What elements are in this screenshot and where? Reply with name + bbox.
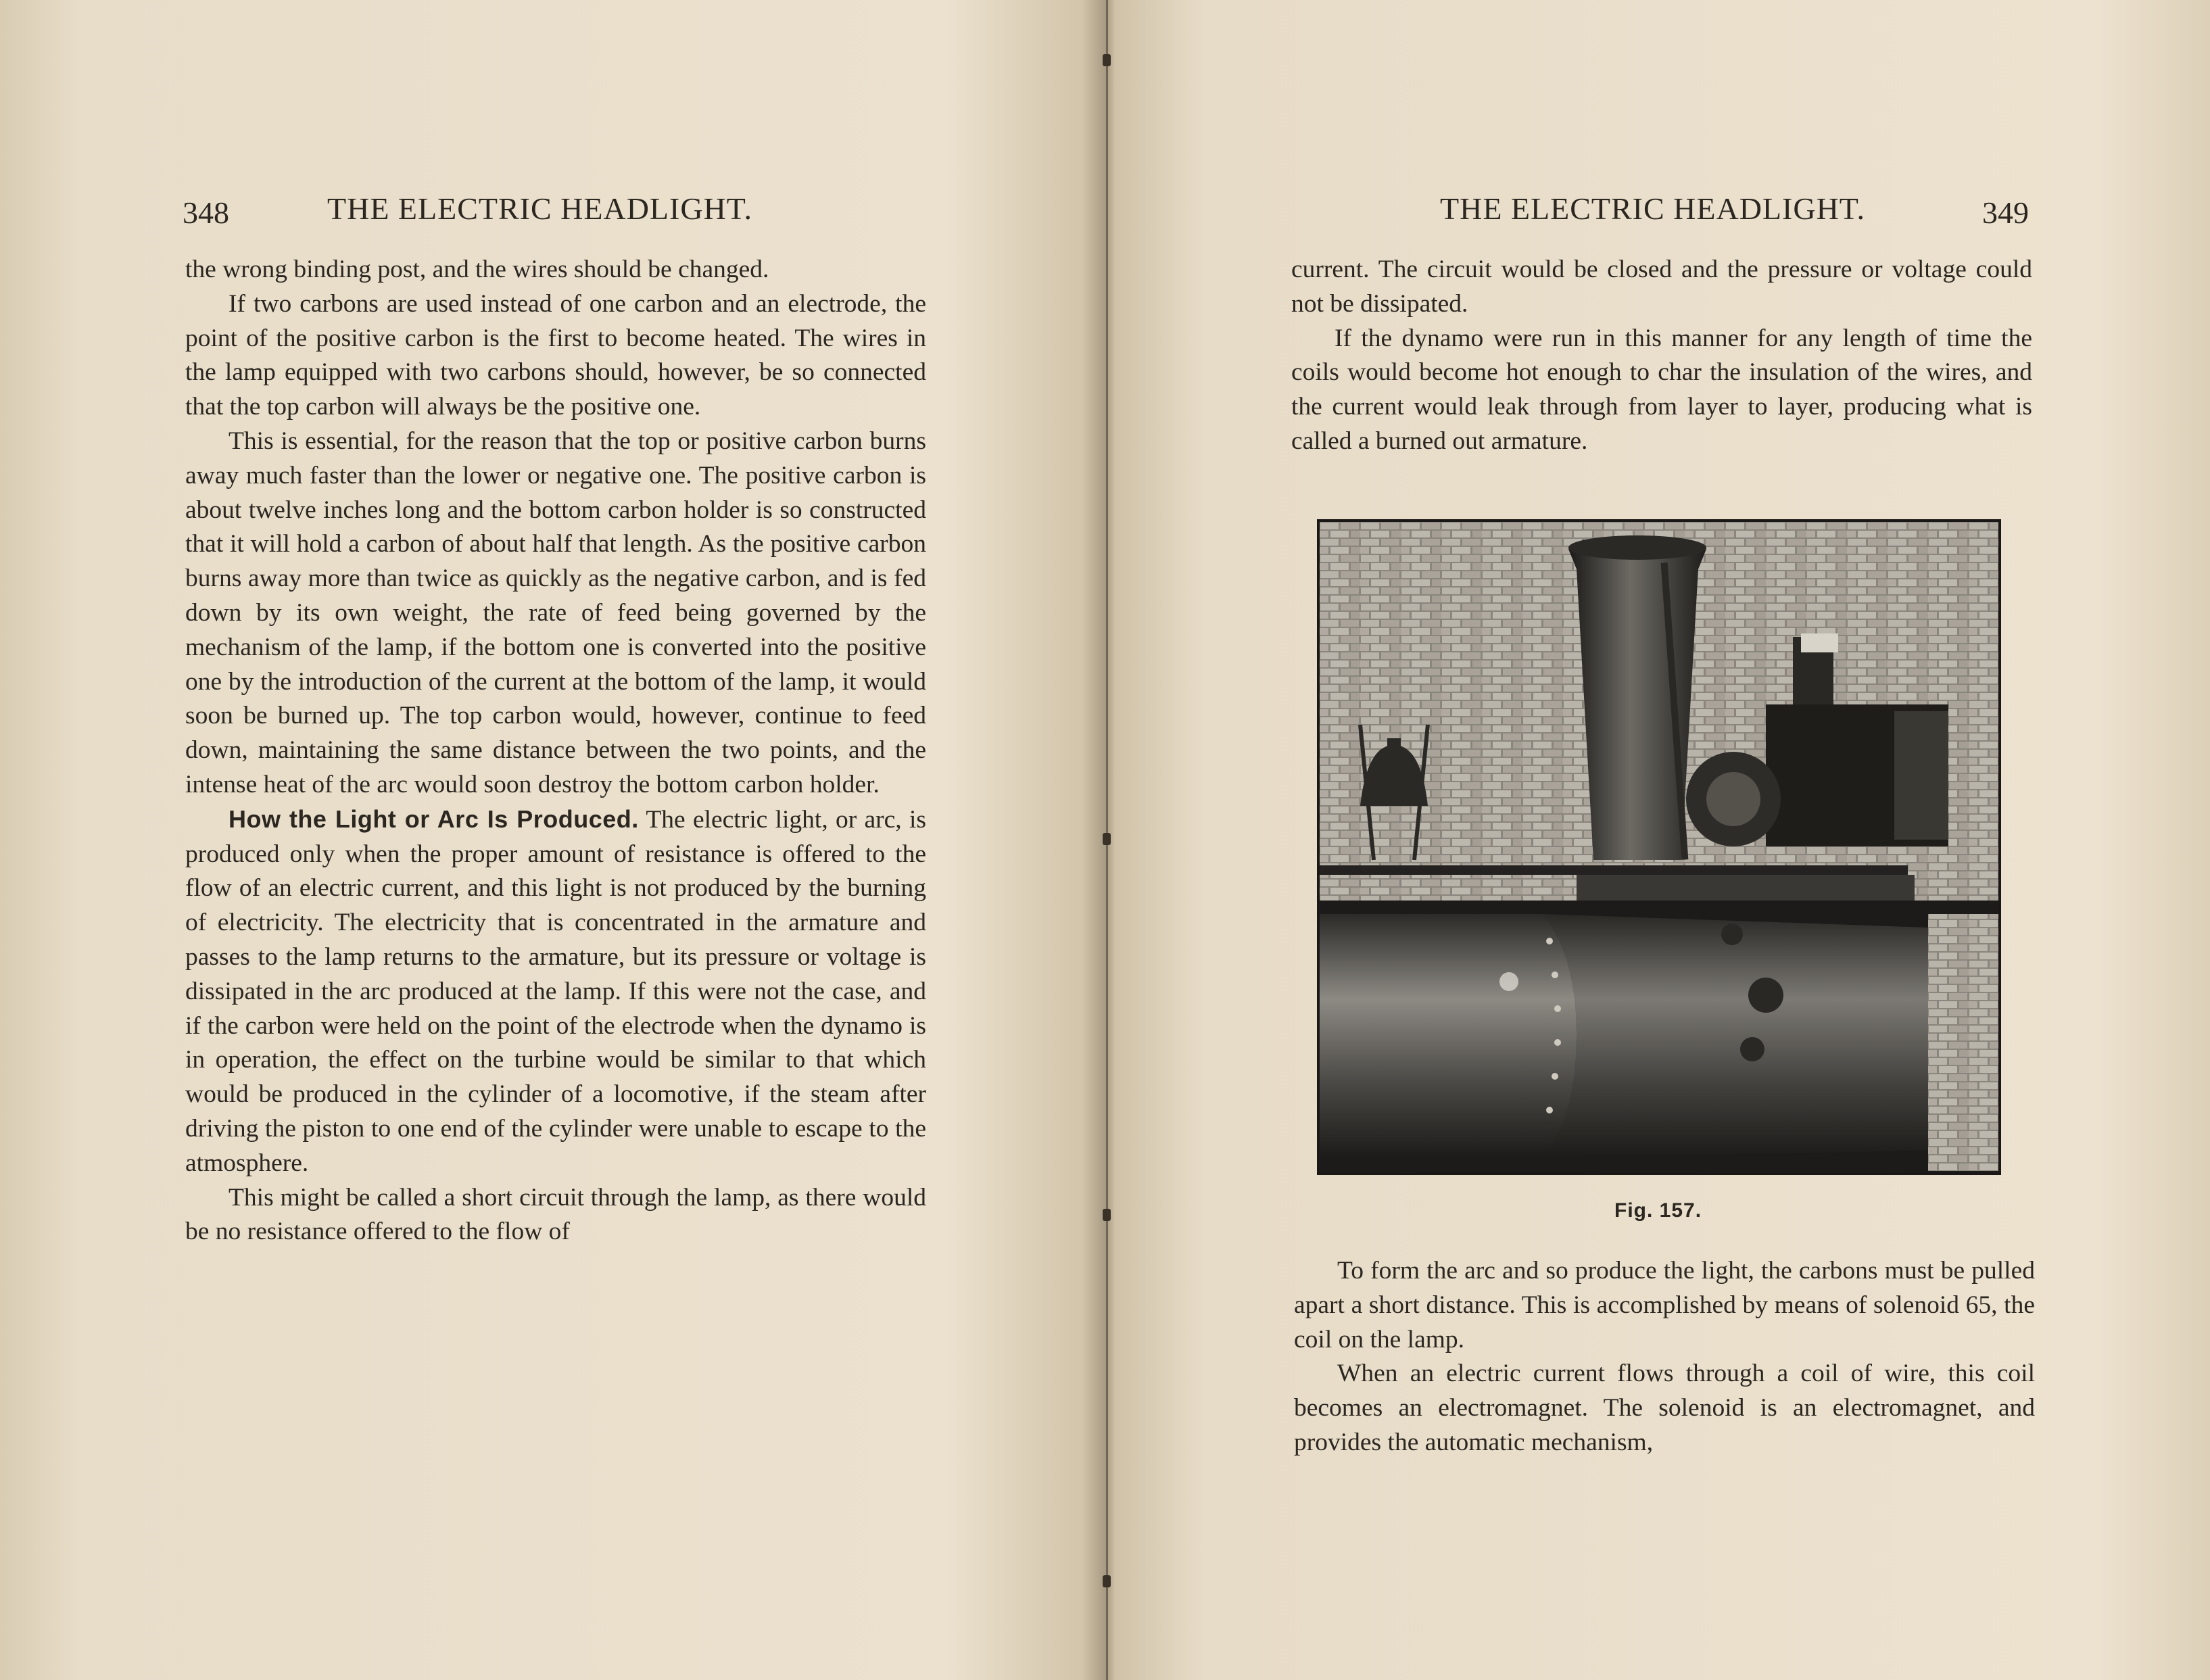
page-number: 349 xyxy=(1982,195,2029,230)
paragraph: If the dynamo were run in this manner for any length of time the coils would become hot enough to char the insulation of the wires, and the current would leak through from layer to layer, producing what is called a burned out armature. xyxy=(1291,324,2032,455)
paragraph: This is essential, for the reason that the top or positive carbon burns away much faster than the lower or negative one. The positive carbon is about twelve inches long and the bottom carbon holder is so constructed that it will hold a carbon of about half that length. As the positive carbon burns away more than twice as quickly as the negative carbon, and is fed down by its own weight, the rate of feed being governed by the mechanism of the lamp, if the bottom one is converted into the positive one by the introduction of the current at the bottom of the lamp, it would soon be burned up. The top carbon would, however, continue to feed down, maintaining the same distance between the two points, and the intense heat of the arc would soon destroy the bottom carbon holder. xyxy=(185,427,926,798)
right-page-body-bottom xyxy=(1294,1254,2035,1460)
right-page-body-top xyxy=(1291,253,2032,459)
paragraph: When an electric current flows through a coil of wire, this coil becomes an electromagnet. The solenoid is an electromagnet, and provides the automatic mechanism, xyxy=(1294,1360,2035,1456)
figure-photo-headlight xyxy=(1317,519,2001,1175)
page-number: 348 xyxy=(183,195,229,230)
left-page-body xyxy=(185,253,926,1249)
paragraph: current. The circuit would be closed and the pressure or voltage could not be dissipated. xyxy=(1291,256,2032,318)
paragraph: To form the arc and so produce the light, the carbons must be pulled apart a short distance. This is accomplished by means of solenoid 65, the coil on the lamp. xyxy=(1294,1257,2035,1353)
paragraph: the wrong binding post, and the wires should be changed. xyxy=(185,256,769,283)
paragraph: This might be called a short circuit through the lamp, as there would be no resistance offered to the flow of xyxy=(185,1183,926,1246)
running-head: THE ELECTRIC HEADLIGHT. xyxy=(327,191,752,226)
paragraph: If two carbons are used instead of one carbon and an electrode, the point of the positive carbon is the first to become heated. The wires in the lamp equipped with two carbons should, however, be so connected that the top carbon will always be the positive one. xyxy=(185,289,926,421)
running-head: THE ELECTRIC HEADLIGHT. xyxy=(1440,191,1865,226)
figure-caption: Fig. 157. xyxy=(1614,1199,1702,1222)
locomotive-headlight-illustration xyxy=(1320,522,1998,1172)
section-paragraph xyxy=(185,802,926,1181)
section-heading: How the Light or Arc Is Produced. xyxy=(229,805,639,833)
section-paragraph-text: The electric light, or arc, is produced only when the proper amount of resistance is offered to the flow of an electric current, and this light is not produced by the burning of electricity. The electricity that is concentrated in the armature and passes to the lamp returns to the armature, but its pressure or voltage is dissipated in the arc produced at the lamp. If this were not the case, and if the carbon were held on the point of the electrode when the dynamo is in operation, the effect on the turbine would be similar to that which would be produced in the cylinder of a locomotive, if the steam after driving the piston to one end of the cylinder were unable to escape to the atmosphere. xyxy=(185,805,926,1177)
